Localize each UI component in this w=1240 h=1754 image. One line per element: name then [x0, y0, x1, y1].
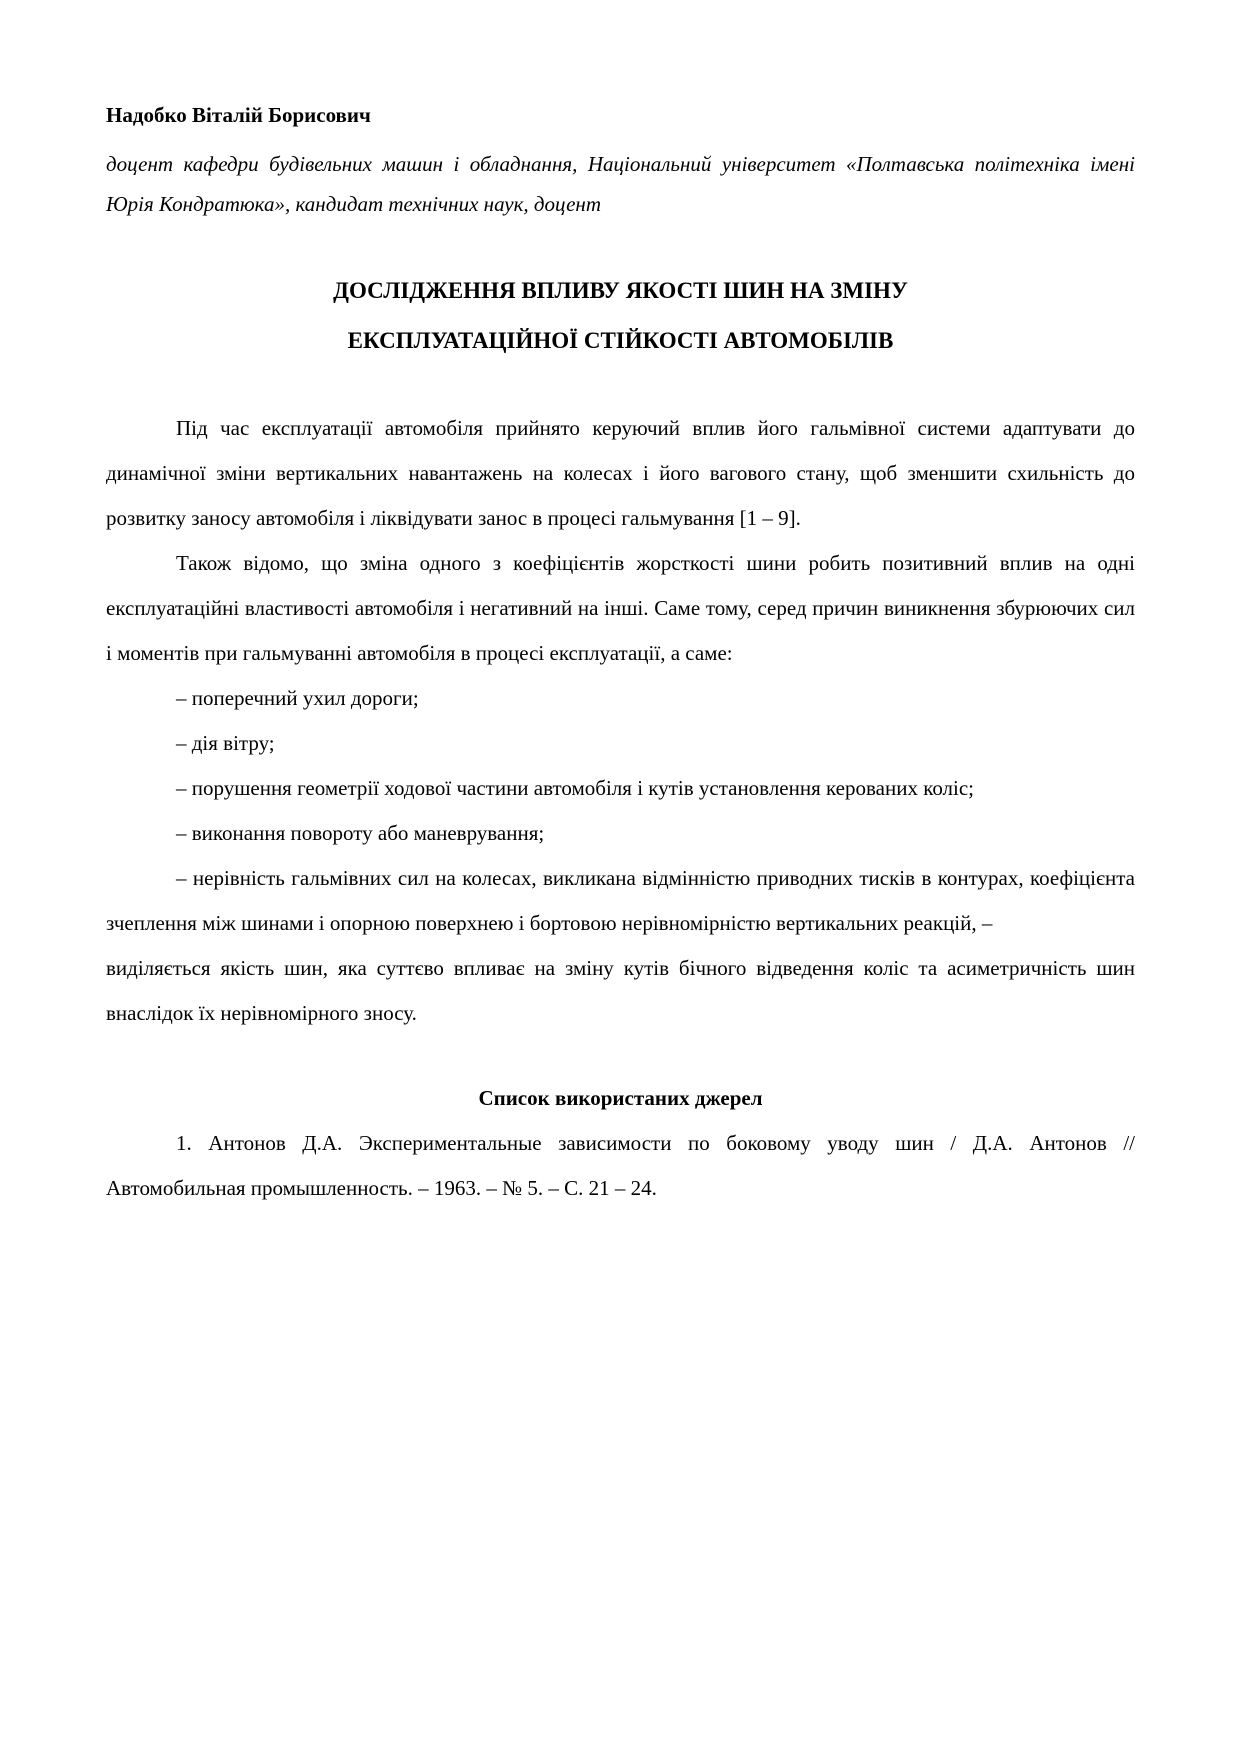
- reference-item-1: 1. Антонов Д.А. Экспериментальные зависимости по боковому уводу шин / Д.А. Антонов // Автомобильная промышленность. – 1963. – № 5. – С. 21 – 24.: [106, 1131, 1135, 1200]
- paragraph-conclusion: виділяється якість шин, яка суттєво впливає на зміну кутів бічного відведення коліс та асиметричність шин внаслідок їх нерівномірного зносу.: [106, 956, 1135, 1025]
- list-item-maneuvering: – виконання повороту або маневрування;: [176, 821, 545, 845]
- list-item-brake-forces: – нерівність гальмівних сил на колесах, викликана відмінністю приводних тисків в контурах, коефіцієнта зчеплення між шинами і опорною поверхнею і бортовою нерівномірністю вертикальних реакцій, –: [106, 866, 1135, 935]
- references-heading: Список використаних джерел: [478, 1086, 763, 1110]
- list-item-wind: – дія вітру;: [176, 731, 275, 755]
- document-title-line1: ДОСЛІДЖЕННЯ ВПЛИВУ ЯКОСТІ ШИН НА ЗМІНУ: [333, 278, 908, 303]
- author-name: Надобко Віталій Борисович: [106, 103, 371, 127]
- paragraph-causes-intro: Також відомо, що зміна одного з коефіцієнтів жорсткості шини робить позитивний вплив на одні експлуатаційні властивості автомобіля і негативний на інші. Саме тому, серед причин виникнення збурюючих сил і моментів при гальмуванні автомобіля в процесі експлуатації, а саме:: [106, 551, 1135, 665]
- document-title: [106, 266, 1135, 366]
- document-title-line2: ЕКСПЛУАТАЦІЙНОЇ СТІЙКОСТІ АВТОМОБІЛІВ: [347, 328, 894, 353]
- paragraph-intro: Під час експлуатації автомобіля прийнято керуючий вплив його гальмівної системи адаптувати до динамічної зміни вертикальних навантажень на колесах і його вагового стану, щоб зменшити схильність до розвитку заносу автомобіля і ліквідувати занос в процесі гальмування [1 – 9].: [106, 416, 1135, 530]
- list-item-road-slope: – поперечний ухил дороги;: [176, 686, 419, 710]
- list-item-geometry: – порушення геометрії ходової частини автомобіля і кутів установлення керованих коліс;: [176, 776, 975, 800]
- author-affiliation: доцент кафедри будівельних машин і обладнання, Національний університет «Полтавська політехніка імені Юрія Кондратюка», кандидат технічних наук, доцент: [106, 152, 1135, 216]
